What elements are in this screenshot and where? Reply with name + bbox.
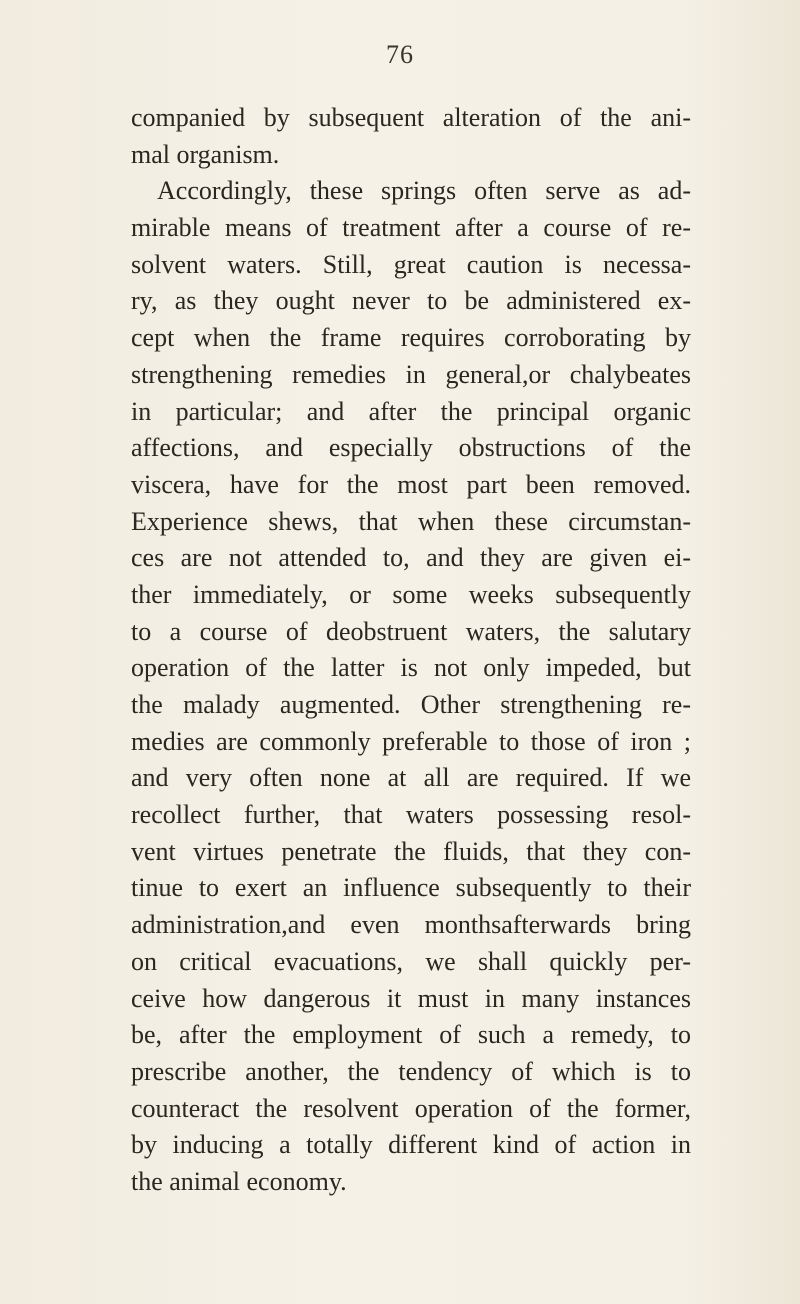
text-line: ry, as they ought never to be administered ex- [131,286,691,316]
text-line: counteract the resolvent operation of the former, [131,1093,691,1123]
text-line: affections, and especially obstructions of the [131,433,691,463]
text-line: on critical evacuations, we shall quickly per- [131,946,691,976]
text-line: in particular; and after the principal organic [131,396,691,426]
text-line: and very often none at all are required. If we [131,763,691,793]
text-line: mirable means of treatment after a course of re- [131,213,691,243]
text-line: strengthening remedies in general,or chalybeates [131,359,691,389]
text-line: ceive how dangerous it must in many instances [131,983,691,1013]
text-line: to a course of deobstruent waters, the salutary [131,616,691,646]
text-line: tinue to exert an influence subsequently to their [131,873,691,903]
text-line: ces are not attended to, and they are given ei- [131,543,691,573]
text-line: Experience shews, that when these circumstan- [131,506,691,536]
text-line: ther immediately, or some weeks subsequently [131,579,691,609]
text-line: solvent waters. Still, great caution is necessa- [131,249,691,279]
text-line: recollect further, that waters possessing resol- [131,800,691,830]
text-line: prescribe another, the tendency of which is to [131,1056,691,1086]
text-line: the malady augmented. Other strengthening re- [131,690,691,719]
text-line: by inducing a totally different kind of action in [131,1130,691,1160]
text-line: medies are commonly preferable to those of iron ; [131,726,691,756]
text-line: the animal economy. [131,1166,347,1196]
text-line: administration,and even monthsafterwards bring [131,910,691,940]
text-line: cept when the frame requires corroborating by [131,323,691,353]
text-line: Accordingly, these springs often serve as ad- [157,176,691,206]
text-line: vent virtues penetrate the fluids, that they con- [131,836,691,866]
text-line: operation of the latter is not only impeded, but [131,653,691,683]
text-line: be, after the employment of such a remedy, to [131,1020,691,1050]
body-text [131,100,691,1201]
text-line: companied by subsequent alteration of the ani- [131,103,691,132]
page-number: 76 [386,40,414,69]
text-line: mal organism. [131,139,280,169]
text-line: viscera, have for the most part been removed. [131,469,691,499]
